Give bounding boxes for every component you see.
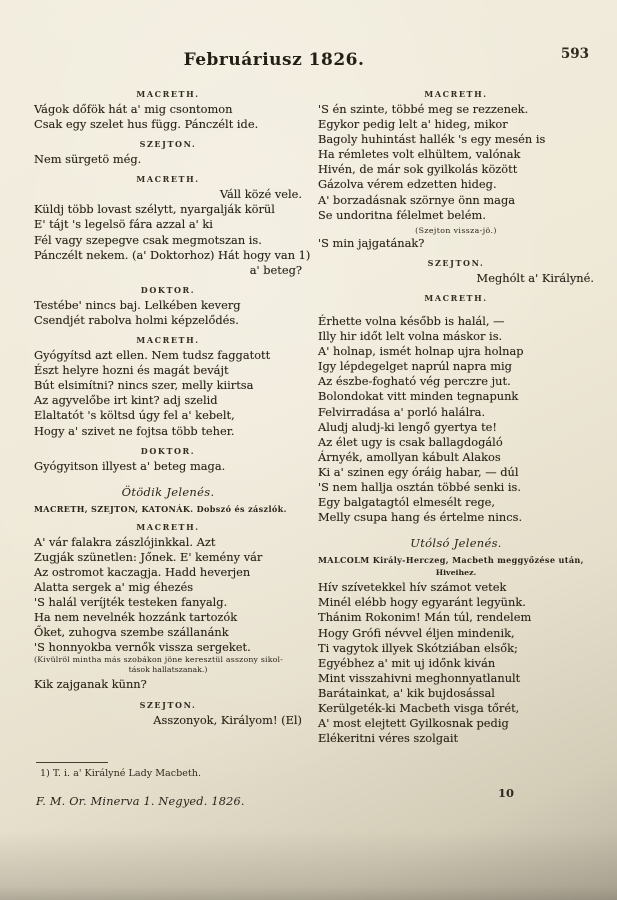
text-block: a' beteg? [249,262,302,277]
text-block: 'S én szinte, többé meg se rezzenek. [318,102,529,116]
text-block: Barátainkat, a' kik bujdosással [318,685,495,700]
text-block: tások hallatszanak.) [128,665,208,675]
text-block: Zugják szünetlen: Jőnek. E' kemény vár [34,549,263,564]
text-block: Kerülgeték-ki Macbeth visga tőrét, [318,701,520,715]
text-block: Meghólt a' Királyné. [476,270,594,285]
text-block: Őket, zuhogva szembe szállanánk [34,625,229,640]
text-block: 'S min jajgatának? [318,235,425,250]
text-block: 'S honnyokba vernők vissza sergeket. [34,640,251,655]
text-block: Ha nem nevelnék hozzánk tartozók [34,610,238,625]
text-block: Érhette volna később is halál, — [318,313,505,328]
text-block: (Szejton vissza-jö.) [415,225,497,235]
text-block: Mint visszahivni meghonnyatlanult [318,670,521,685]
text-block: Fél vagy szepegve csak megmotszan is. [34,232,262,247]
text-block: MALCOLM Király-Herczeg, Macbeth meggyőzése után, [318,555,584,566]
signature-number: 10 [498,786,515,800]
text-block: Vágok dőfök hát a' mig csontomon [34,102,233,116]
page-title: Februáriusz 1826. [183,50,365,70]
text-block: (Kivülröl mintha más szobákon jöne keresztül asszony sikol- [34,655,284,665]
imprint-line: F. M. Or. Minerva 1. Negyed. 1826. [36,795,245,808]
text-block: Alatta sergek a' mig éhezés [34,579,194,594]
text-block: MACRETH. [136,335,200,346]
text-block: Egyébhez a' mit uj időnk kiván [318,655,496,670]
text-block: Elaltatót 's költsd úgy fel a' kebelt, [34,408,235,423]
text-block: 'S halál veríjték testeken fanyalg. [34,595,228,610]
text-block: Bolondokat vitt minden tegnapunk [318,389,519,404]
text-block: SZEJTON. [139,139,197,150]
text-block: A' borzadásnak szörnye önn maga [318,192,516,207]
text-block: Testébe' nincs baj. Lelkében keverg [34,297,241,312]
text-block: Kik zajganak künn? [34,677,147,692]
text-block: Csendjét rabolva holmi képzelődés. [34,312,239,327]
text-block: Hiveihez. [435,568,477,578]
text-block: Váll közé vele. [219,187,302,202]
text-block: Felvirradása a' porló halálra. [318,404,486,419]
text-block: MACRETH, SZEJTON, KATONÁK. Dobszó és zászlók. [34,503,287,514]
text-block: Elékeritni véres szolgait [318,731,459,746]
text-block: Se undoritna félelmet belém. [318,207,486,222]
text-block: Ha rémletes volt elhültem, valónak [318,147,521,162]
text-block: MACRETH. [424,89,488,99]
text-block: Az agyvelőbe irt kint? adj szelid [34,393,218,408]
text-block: Aludj aludj-ki lengő gyertya te! [318,419,497,434]
text-block: A' holnap, ismét holnap ujra holnap [318,344,524,359]
text-block: Az ostromot kaczagja. Hadd heverjen [34,564,251,579]
text-block: MACRETH. [136,521,200,532]
text-block: Egy balgatagtól elmesélt rege, [318,495,496,510]
text-block: Észt helyre hozni és magát bevájt [34,363,229,378]
text-block: Csak egy szelet hus függ. Pánczélt ide. [34,117,259,132]
text-block: Melly csupa hang és értelme nincs. [318,510,523,525]
text-block: Pánczélt nekem. (a' Doktorhoz) Hát hogy van 1) [34,247,311,262]
text-block: MACRETH. [424,292,488,303]
text-block: Ötödik Jelenés. [121,484,215,499]
text-block: Minél elébb hogy egyaránt legyünk. [318,595,526,610]
footnote-rule [36,762,108,763]
footnote: 1) T. i. a' Királyné Lady Macbeth. [40,768,202,779]
text-block: Gyógyitson illyest a' beteg maga. [34,458,226,473]
text-block: Az észbe-fogható vég perczre jut. [318,374,511,389]
text-block: Küldj több lovast szélytt, nyargalják körül [34,202,275,217]
text-block: Hivén, de már sok gyilkolás között [318,162,518,177]
text-block: Egykor pedig lelt a' hideg, mikor [318,117,508,132]
text-block: E' tájt 's legelsö fára azzal a' ki [34,217,213,232]
text-block: Bagoly huhintást hallék 's egy mesén is [318,132,546,147]
text-block: Thánim Rokonim! Mán túl, rendelem [318,610,532,625]
text-block: Asszonyok, Királyom! (El) [153,712,302,727]
text-block: Igy lépdegelget naprúl napra mig [318,359,512,374]
text-block: Ti vagytok illyek Skótziában elsők; [318,640,518,655]
text-block [318,306,594,314]
text-block: DOKTOR. [140,284,196,295]
text-block: SZEJTON. [139,699,197,710]
text-block: Hogy a' szivet ne fojtsa több teher. [34,423,235,438]
text-block: Illy hir időt lelt volna máskor is. [318,329,503,344]
text-block: SZEJTON. [427,257,485,268]
text-block: MACRETH. [136,174,200,185]
text-block: Hogy Grófi névvel éljen mindenik, [318,625,515,640]
text-block: Árnyék, amollyan kábult Alakos [318,449,501,464]
text-block: A' most elejtett Gyilkosnak pedig [318,716,509,731]
page-number: 593 [560,46,589,62]
text-block: MACRETH. [136,89,200,99]
text-block: Bút elsimítni? nincs szer, melly kiirtsa [34,378,254,393]
text-block: DOKTOR. [140,445,196,456]
text-columns [34,82,594,746]
left-column [34,82,311,746]
right-column [318,82,594,746]
text-block: Gyógyítsd azt ellen. Nem tudsz faggatott [34,348,271,363]
text-block: A' vár falakra zászlójinkkal. Azt [34,534,216,549]
text-block: Ki a' szinen egy óráig habar, — dúl [318,464,519,479]
text-block: 'S nem hallja osztán többé senki is. [318,479,522,494]
text-block: Gázolva vérem edzetten hideg. [318,177,497,192]
text-block: Nem sürgetö még. [34,152,142,167]
text-block: Az élet ugy is csak ballagdogáló [318,434,503,449]
text-block: Utólsó Jelenés. [410,536,502,551]
text-block: Hív szívetekkel hív számot vetek [318,580,507,595]
